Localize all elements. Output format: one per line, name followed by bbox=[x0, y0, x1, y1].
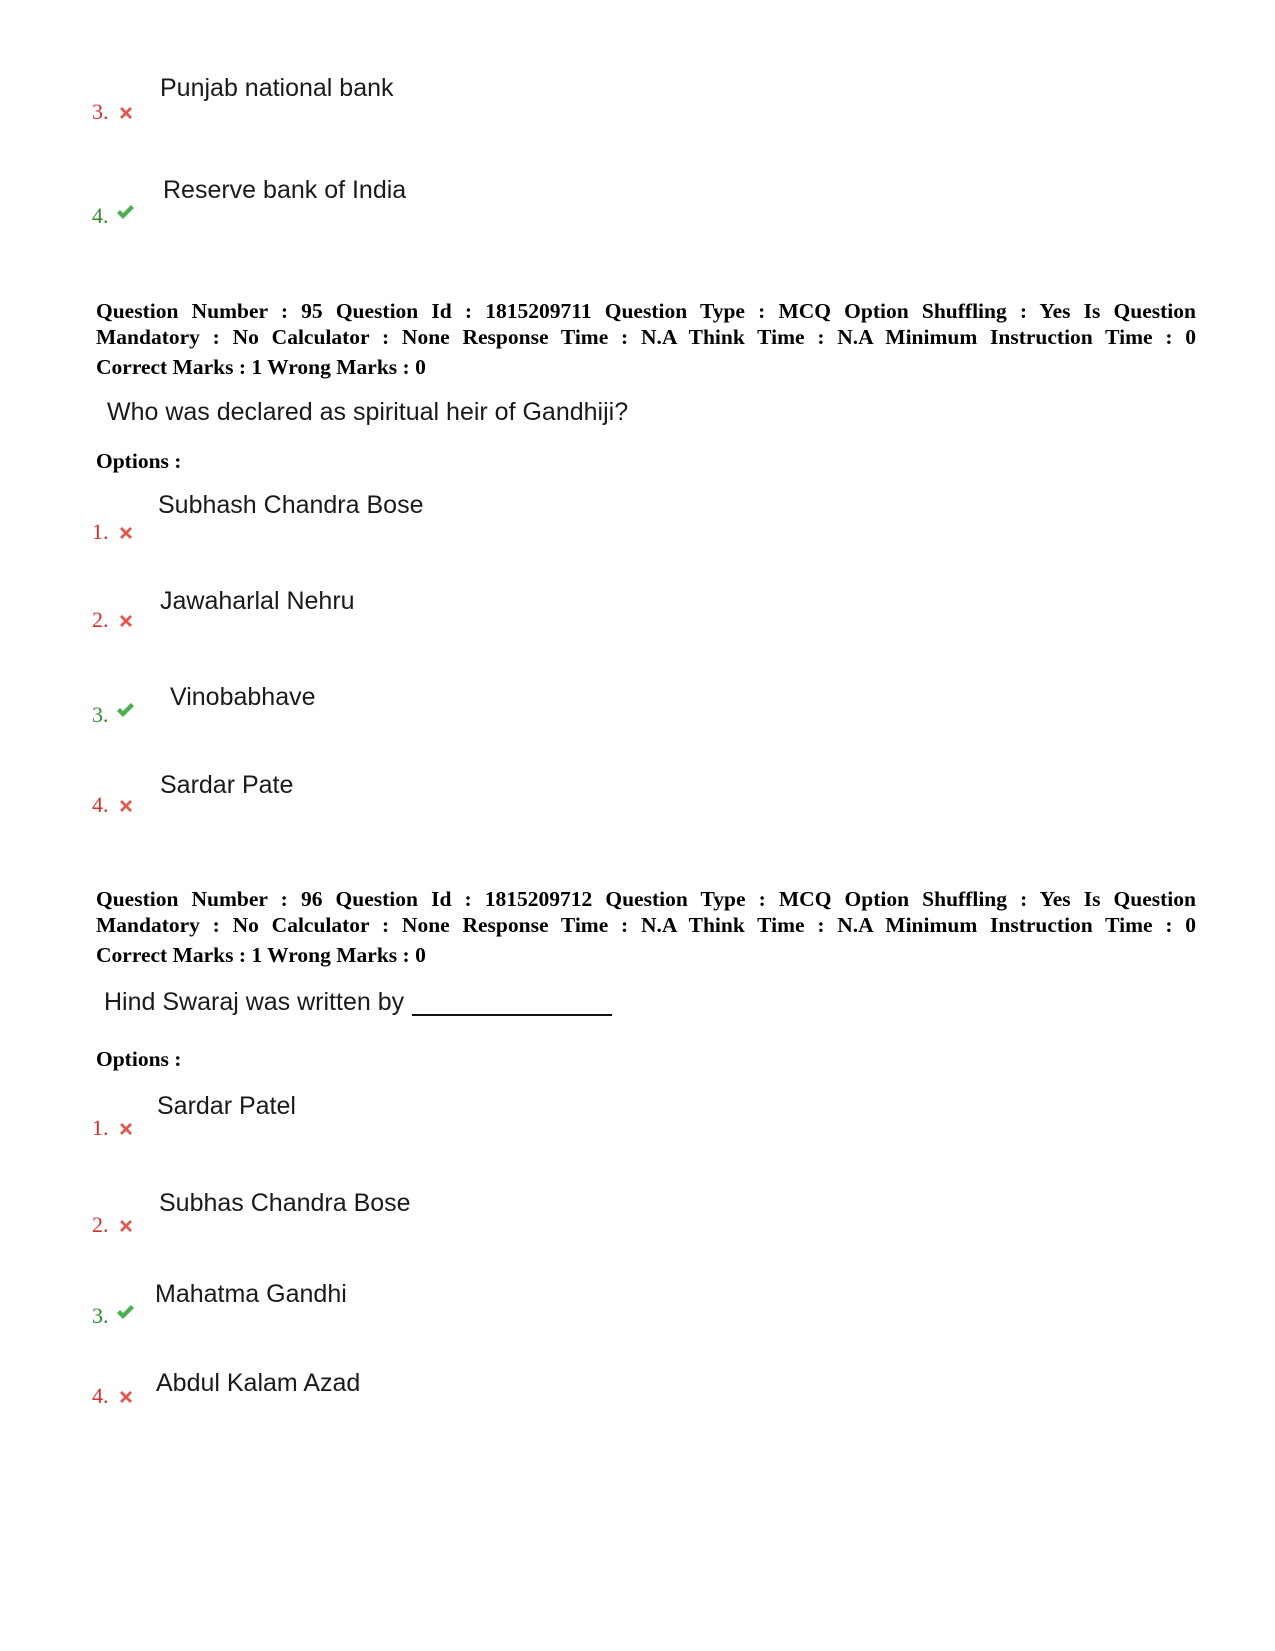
question-text: Who was declared as spiritual heir of Gandhiji? bbox=[107, 398, 629, 426]
option-number: 4. bbox=[92, 1383, 109, 1408]
check-icon bbox=[115, 700, 135, 720]
check-icon bbox=[115, 202, 135, 222]
cross-icon bbox=[116, 611, 136, 631]
option-number: 1. bbox=[92, 519, 109, 544]
question-meta-line-2: Mandatory : No Calculator : None Response Time : N.A Think Time : N.A Minimum Instruction Time : 0 bbox=[96, 325, 1196, 349]
option-text: Vinobabhave bbox=[170, 683, 316, 711]
option-text: Sardar Pate bbox=[160, 771, 294, 799]
option-number: 3. bbox=[92, 702, 109, 727]
marks-info: Correct Marks : 1 Wrong Marks : 0 bbox=[96, 943, 426, 967]
options-label: Options : bbox=[96, 1047, 182, 1071]
option-number: 4. bbox=[92, 203, 109, 228]
cross-icon bbox=[116, 1216, 136, 1236]
cross-icon bbox=[116, 103, 136, 123]
question-meta-line-1: Question Number : 95 Question Id : 1815209711 Question Type : MCQ Option Shuffling : Yes Is Question bbox=[96, 299, 1196, 323]
option-text: Mahatma Gandhi bbox=[155, 1280, 347, 1308]
cross-icon bbox=[116, 523, 136, 543]
option-text: Punjab national bank bbox=[160, 74, 394, 102]
option-number: 2. bbox=[92, 607, 109, 632]
option-number: 4. bbox=[92, 792, 109, 817]
check-icon bbox=[115, 1302, 135, 1322]
option-text: Abdul Kalam Azad bbox=[156, 1369, 361, 1397]
question-meta-line-2: Mandatory : No Calculator : None Response Time : N.A Think Time : N.A Minimum Instruction Time : 0 bbox=[96, 913, 1196, 937]
option-number: 2. bbox=[92, 1212, 109, 1237]
option-text: Subhas Chandra Bose bbox=[159, 1189, 411, 1217]
option-number: 3. bbox=[92, 99, 109, 124]
options-label: Options : bbox=[96, 449, 182, 473]
option-number: 3. bbox=[92, 1303, 109, 1328]
cross-icon bbox=[116, 1387, 136, 1407]
option-text: Subhash Chandra Bose bbox=[158, 491, 424, 519]
marks-info: Correct Marks : 1 Wrong Marks : 0 bbox=[96, 355, 426, 379]
option-text: Sardar Patel bbox=[157, 1092, 296, 1120]
option-number: 1. bbox=[92, 1115, 109, 1140]
question-meta-line-1: Question Number : 96 Question Id : 1815209712 Question Type : MCQ Option Shuffling : Yes Is Question bbox=[96, 887, 1196, 911]
question-text: Hind Swaraj was written by bbox=[104, 988, 405, 1016]
cross-icon bbox=[116, 796, 136, 816]
option-text: Jawaharlal Nehru bbox=[160, 587, 355, 615]
option-text: Reserve bank of India bbox=[163, 176, 407, 204]
cross-icon bbox=[116, 1119, 136, 1139]
answer-blank bbox=[412, 1014, 612, 1016]
